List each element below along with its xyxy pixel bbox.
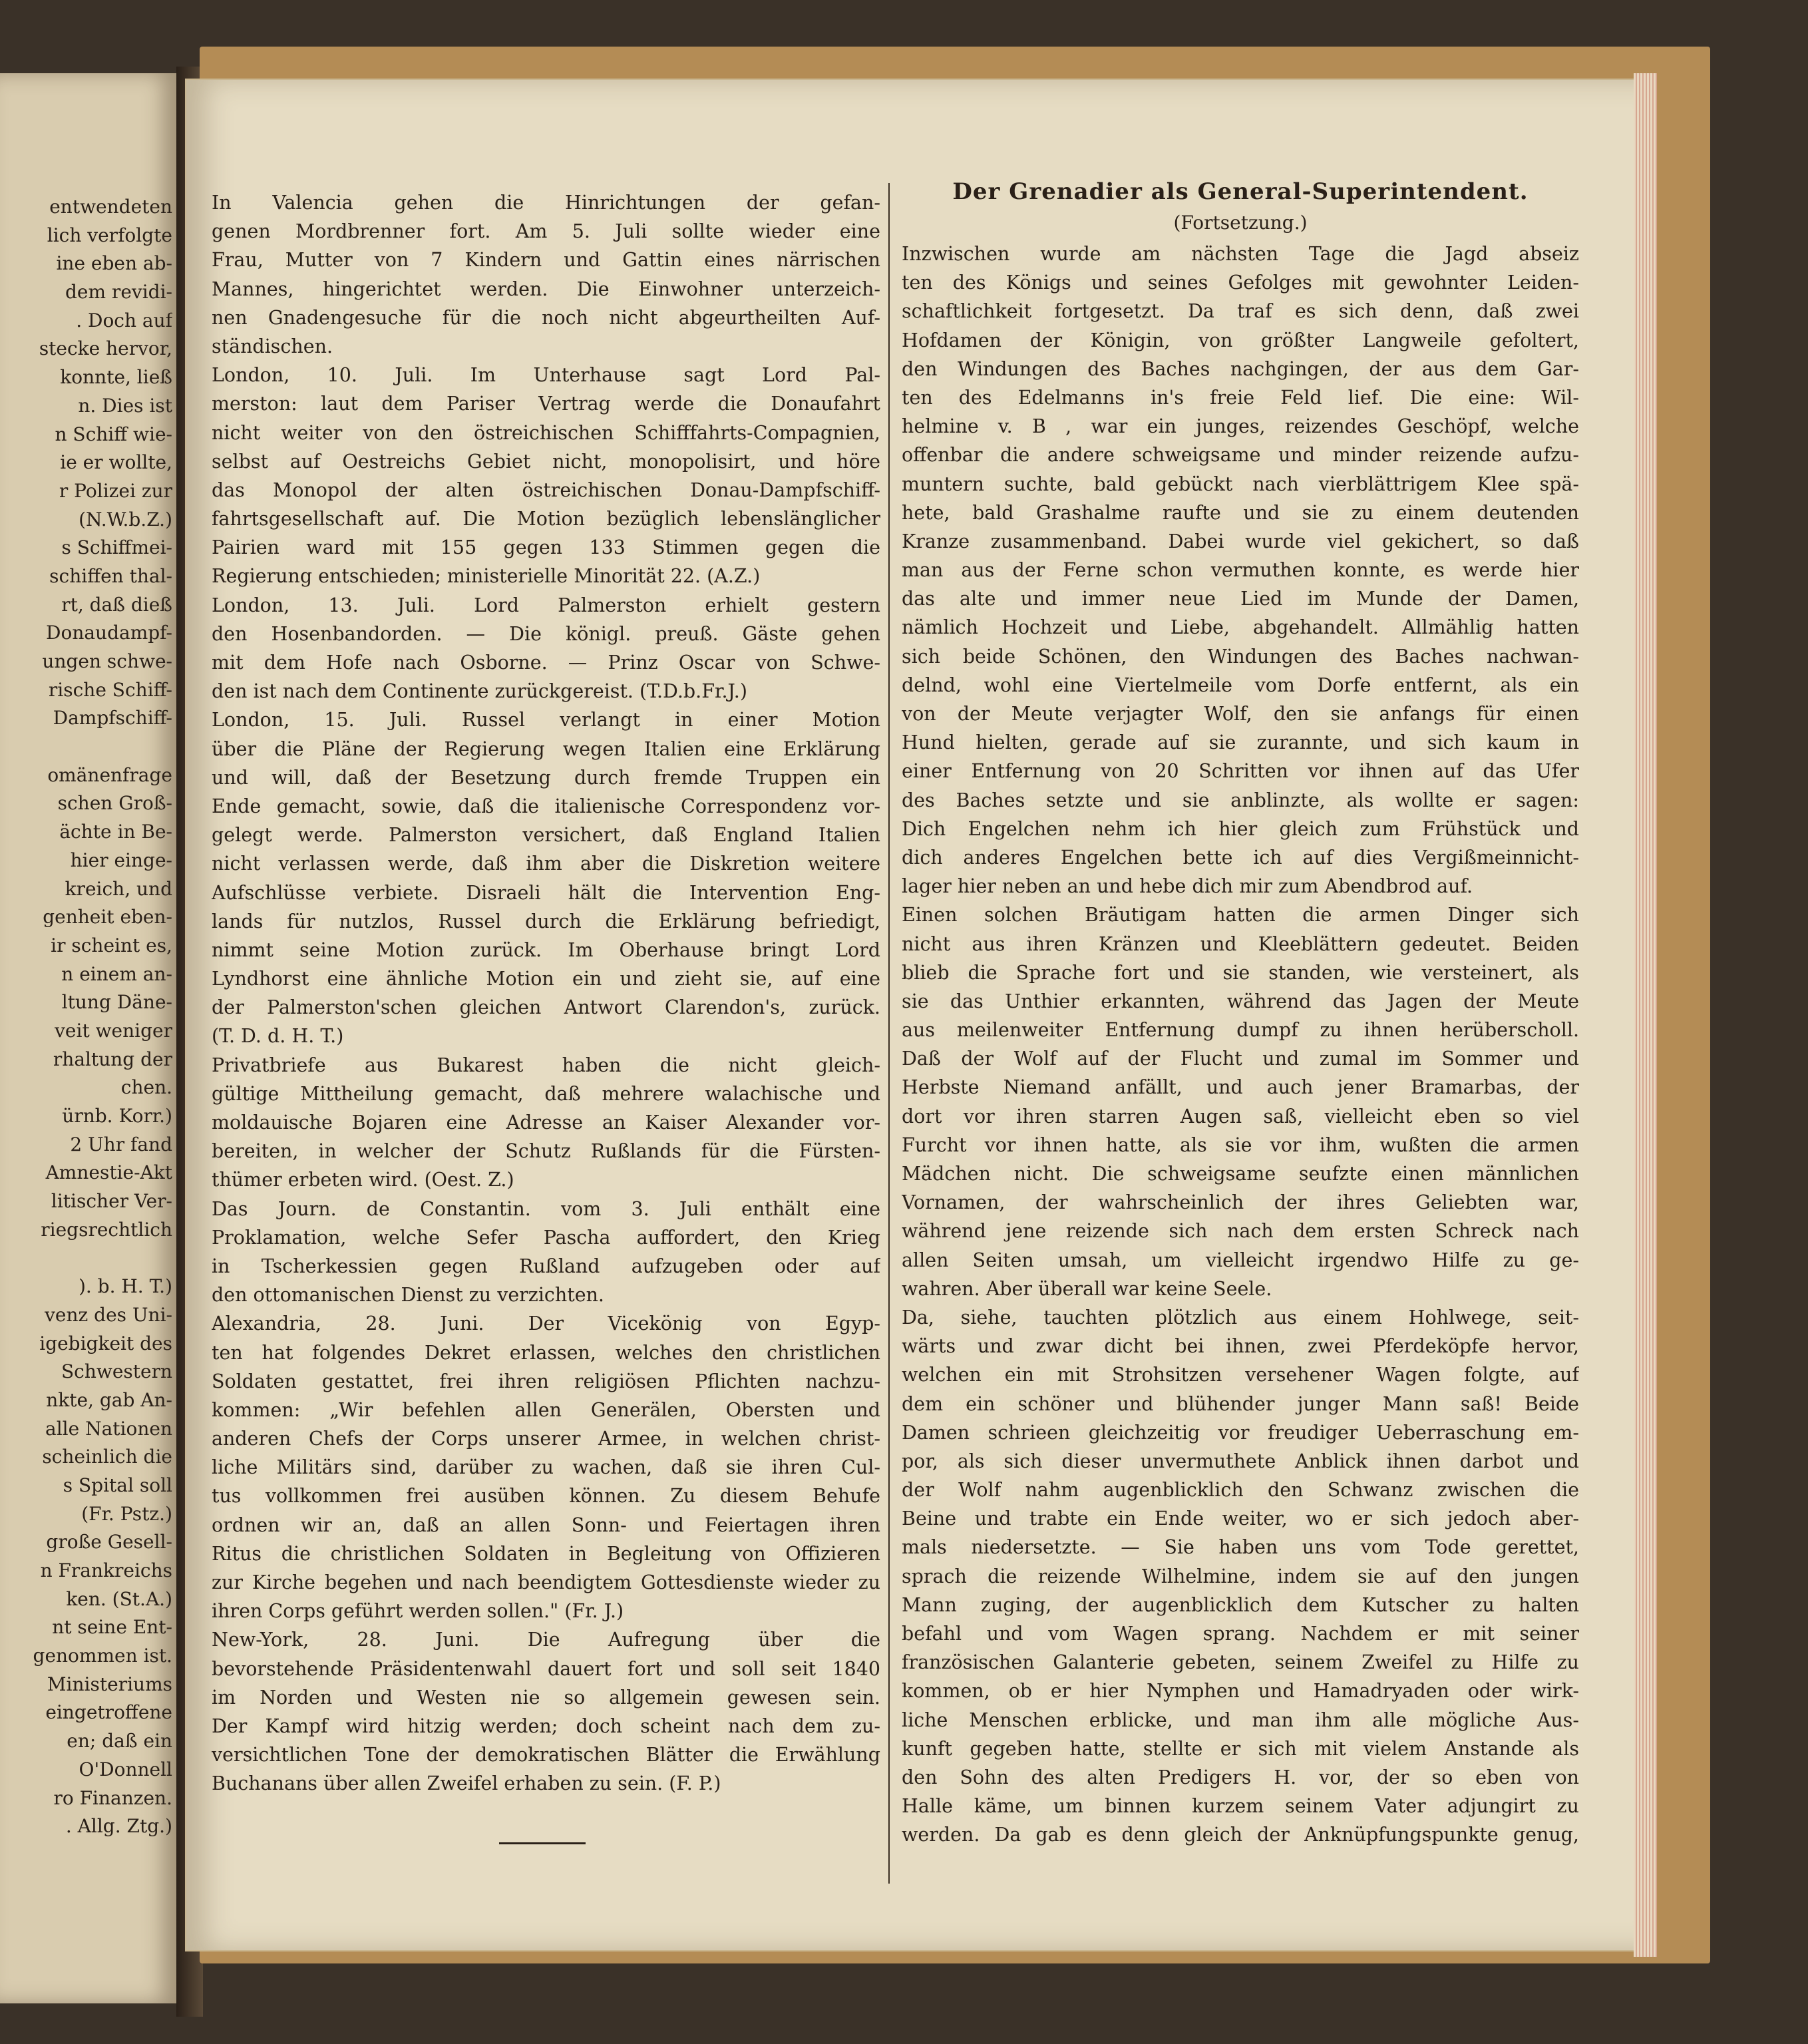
text-line: schaftlichkeit fortgesetzt. Da traf es sich denn, daß zwei [902, 300, 1579, 323]
text-line: nicht verlassen werde, daß ihm aber die Diskretion weitere [212, 853, 880, 875]
text-line: während jene reizende sich nach dem ersten Schreck nach [902, 1220, 1579, 1243]
text-line: gültige Mittheilung gemacht, daß mehrere walachische und [212, 1082, 880, 1105]
text-line: französischen Galanterie gebeten, seinem Zweifel zu Hilfe zu [902, 1651, 1579, 1674]
text-line: Furcht vor ihnen hatte, als sie vor ihm, wußten die armen [902, 1133, 1579, 1156]
text-line: versichtlichen Tone der demokratischen Blätter die Erwählung [212, 1744, 880, 1766]
text-line: Amnestie-Akt [45, 1161, 172, 1184]
text-line: genommen ist. [33, 1645, 172, 1667]
text-line: Donaudampf- [46, 622, 172, 644]
text-line: ro Finanzen. [53, 1786, 172, 1809]
text-line: sprach die reizende Wilhelmine, indem sie auf den jungen [902, 1565, 1579, 1587]
text-line: ten des Königs und seines Gefolges mit gewohnter Leiden- [902, 272, 1579, 294]
text-line: Kranze zusammenband. Dabei wurde viel gekichert, so daß [902, 530, 1579, 552]
text-line: über die Pläne der Regierung wegen Italien eine Erklärung [212, 737, 880, 760]
text-line: ltung Däne- [61, 991, 172, 1014]
text-line: London, 15. Juli. Russel verlangt in einer Motion [212, 709, 880, 731]
text-line: Mann zuging, der augenblicklich dem Kutscher zu halten [902, 1593, 1579, 1616]
text-line: mit dem Hofe nach Osborne. — Prinz Oscar von Schwe- [212, 652, 880, 674]
text-line: im Norden und Westen nie so allgemein gewesen sein. [212, 1686, 880, 1709]
text-line: igebigkeit des [39, 1332, 172, 1354]
text-line: nämlich Hochzeit und Liebe, abgehandelt. Allmählig hatten [902, 616, 1579, 639]
text-line: befahl und vom Wagen sprang. Nachdem er mit seiner [902, 1623, 1579, 1645]
text-line: ständischen. [212, 335, 333, 357]
text-line: man aus der Ferne schon vermuthen konnte, es werde hier [902, 559, 1579, 582]
facing-page-left [0, 73, 176, 2003]
text-line: Das Journ. de Constantin. vom 3. Juli enthält eine [212, 1197, 880, 1220]
text-line: thümer erbeten wird. (Oest. Z.) [212, 1169, 514, 1191]
text-line: Einen solchen Bräutigam hatten die armen Dinger sich [902, 904, 1579, 926]
text-line: Ende gemacht, sowie, daß die italienische Correspondenz vor- [212, 795, 880, 817]
text-line: nen Gnadengesuche für die noch nicht abgeurtheilten Auf- [212, 306, 880, 329]
text-line: schiffen thal- [49, 564, 172, 587]
text-line: Alexandria, 28. Juni. Der Vicekönig von Egyp- [212, 1313, 880, 1335]
text-line: den Sohn des alten Predigers H. vor, der so eben von [902, 1766, 1579, 1788]
text-line: Ministeriums [47, 1673, 172, 1695]
text-line: hier einge- [70, 849, 172, 871]
page-edges [1634, 73, 1657, 1957]
text-line: Herbste Niemand anfällt, und auch jener Bramarbas, der [902, 1076, 1579, 1099]
text-line: sie das Unthier erkannten, während das Jagen der Meute [902, 990, 1579, 1012]
text-line: und will, daß der Besetzung durch fremde Truppen ein [212, 766, 880, 789]
text-line: O'Donnell [79, 1758, 172, 1780]
text-line: Vornamen, der wahrscheinlich der ihres Geliebten war, [902, 1191, 1579, 1214]
text-line: stecke hervor, [39, 337, 172, 360]
text-line: genheit eben- [43, 906, 172, 928]
text-line: tus vollkommen frei ausüben können. Zu diesem Behufe [212, 1485, 880, 1508]
text-line: offenbar die andere schweigsame und minder reizende aufzu- [902, 444, 1579, 467]
text-line: kommen: „Wir befehlen allen Generälen, Obersten und [212, 1398, 880, 1421]
text-line: n Frankreichs [40, 1559, 172, 1581]
text-line: n. Dies ist [78, 394, 172, 417]
text-line: muntern suchte, bald gebückt nach vierblättrigem Klee spä- [902, 473, 1579, 495]
text-line: der Palmerston'schen gleichen Antwort Clarendon's, zurück. [212, 996, 880, 1019]
text-line: scheinlich die [42, 1446, 172, 1468]
article-title: Der Grenadier als General-Superintendent. [952, 178, 1529, 205]
text-line: . Allg. Ztg.) [65, 1815, 172, 1838]
text-line [3, 1244, 172, 1273]
text-line: Beine und trabte ein Ende weiter, wo er sich jedoch aber- [902, 1508, 1579, 1530]
text-line: anderen Chefs der Corps unserer Armee, in welchen christ- [212, 1428, 880, 1450]
text-line: nt seine Ent- [52, 1616, 172, 1639]
text-line: der Wolf nahm augenblicklich den Schwanz zwischen die [902, 1479, 1579, 1502]
text-line: (Fr. Pstz.) [81, 1502, 172, 1525]
text-line: Proklamation, welche Sefer Pascha auffordert, den Krieg [212, 1226, 880, 1249]
text-line: wahren. Aber überall war keine Seele. [902, 1277, 1272, 1300]
text-line: entwendeten [49, 196, 172, 218]
text-line: omänenfrage [47, 763, 172, 786]
news-column [212, 188, 880, 1798]
text-line: kreich, und [65, 877, 172, 900]
text-line: Pairien ward mit 155 gegen 133 Stimmen gegen die [212, 536, 880, 559]
text-line: Da, siehe, tauchten plötzlich aus einem Hohlwege, seit- [902, 1306, 1579, 1329]
text-line: das alte und immer neue Lied im Munde der Damen, [902, 588, 1579, 610]
text-line: selbst auf Oestreichs Gebiet nicht, monopolisirt, und höre [212, 450, 880, 473]
text-line: r Polizei zur [59, 479, 172, 502]
text-line: London, 13. Juli. Lord Palmerston erhielt gestern [212, 594, 880, 616]
text-line: kunft gegeben hatte, stellte er sich mit vielem Anstande als [902, 1737, 1579, 1760]
column-divider [888, 183, 890, 1884]
text-line: New-York, 28. Juni. Die Aufregung über die [212, 1629, 880, 1651]
text-line: ihren Corps geführt werden sollen." (Fr. J.) [212, 1600, 624, 1623]
text-line: dort vor ihren starren Augen saß, vielleicht eben so viel [902, 1105, 1579, 1127]
text-line: gelegt werde. Palmerston versichert, daß England Italien [212, 824, 880, 847]
text-line: s Spital soll [63, 1474, 172, 1496]
text-line: Dampfschiff- [53, 707, 172, 729]
text-line: veit weniger [55, 1019, 172, 1042]
text-line: Lyndhorst eine ähnliche Motion ein und zieht sie, auf eine [212, 968, 880, 990]
text-line: rhaltung der [53, 1048, 172, 1070]
text-line [3, 733, 172, 761]
text-line: von der Meute verjagter Wolf, den sie anfangs für einen [902, 703, 1579, 725]
text-line: genen Mordbrenner fort. Am 5. Juli sollte wieder eine [212, 220, 880, 243]
text-line: kommen, ob er hier Nymphen und Hamadryaden oder wirk- [902, 1680, 1579, 1703]
text-line: fahrtsgesellschaft auf. Die Motion bezüglich lebenslänglicher [212, 508, 880, 530]
text-line: dem revidi- [65, 281, 172, 304]
text-line: ken. (St.A.) [66, 1587, 172, 1610]
text-line: mals niedersetzte. — Sie haben uns vom Tode gerettet, [902, 1536, 1579, 1559]
text-line: welchen ein mit Strohsitzen versehener Wagen folgte, auf [902, 1364, 1579, 1386]
text-line: Hofdamen der Königin, von größter Langweile gefoltert, [902, 329, 1579, 351]
text-line: nicht weiter von den östreichischen Schifffahrts-Compagnien, [212, 421, 880, 444]
text-line: delnd, wohl eine Viertelmeile vom Dorfe entfernt, als ein [902, 674, 1579, 696]
text-line: Halle käme, um binnen kurzem seinem Vater adjungirt zu [902, 1795, 1579, 1818]
text-line: Privatbriefe aus Bukarest haben die nicht gleich- [212, 1054, 880, 1076]
text-line: riegsrechtlich [41, 1218, 172, 1241]
text-line: ine eben ab- [56, 252, 172, 275]
text-line: zur Kirche begehen und nach beendigtem Gottesdienste wieder zu [212, 1571, 880, 1593]
section-end-rule [499, 1842, 586, 1844]
text-line: por, als sich dieser unvermuthete Anblick ihnen darbot und [902, 1450, 1579, 1472]
text-line: hete, bald Grashalme raufte und sie zu einem deutenden [902, 501, 1579, 524]
text-line: 2 Uhr fand [70, 1133, 172, 1155]
text-line: nkte, gab An- [46, 1388, 172, 1411]
text-line: bevorstehende Präsidentenwahl dauert fort und soll seit 1840 [212, 1657, 880, 1680]
text-line: nicht aus ihren Kränzen und Kleeblättern gedeutet. Beiden [902, 932, 1579, 955]
text-line: ürnb. Korr.) [62, 1105, 172, 1127]
article-column [902, 240, 1579, 1850]
text-line: schen Groß- [57, 792, 172, 815]
text-line: ächte in Be- [59, 821, 172, 843]
text-line: lands für nutzlos, Russel durch die Erklärung befriedigt, [212, 910, 880, 932]
text-line: n einem an- [61, 962, 172, 985]
text-line: Regierung entschieden; ministerielle Minorität 22. (A.Z.) [212, 565, 761, 588]
text-line: Daß der Wolf auf der Flucht und zumal im Sommer und [902, 1048, 1579, 1070]
text-line: Damen schrieen gleichzeitig vor freudiger Ueberraschung em- [902, 1421, 1579, 1444]
text-line: einer Entfernung von 20 Schritten vor ihnen auf das Ufer [902, 760, 1579, 783]
text-line: In Valencia gehen die Hinrichtungen der gefan- [212, 192, 880, 214]
facing-page-text [3, 193, 172, 1841]
text-line: dem ein schöner und blühender junger Mann saß! Beide [902, 1392, 1579, 1415]
text-line: liche Menschen erblicke, und man ihm alle mögliche Aus- [902, 1709, 1579, 1731]
text-line: eingetroffene [45, 1701, 172, 1724]
text-line: Hund hielten, gerade auf sie zurannte, und sich kaum in [902, 731, 1579, 754]
text-line: in Tscherkessien gegen Rußland aufzugeben oder auf [212, 1255, 880, 1277]
text-line: den Windungen des Baches nachgingen, der aus dem Gar- [902, 357, 1579, 380]
text-line: konnte, ließ [60, 366, 172, 389]
text-line: litischer Ver- [51, 1190, 172, 1213]
text-line: ordnen wir an, daß an allen Sonn- und Feiertagen ihren [212, 1514, 880, 1536]
text-line: liche Militärs sind, darüber zu wachen, daß sie ihren Cul- [212, 1456, 880, 1479]
text-line: den ist nach dem Continente zurückgereist. (T.D.b.Fr.J.) [212, 680, 747, 703]
text-line: den Hosenbandorden. — Die königl. preuß. Gäste gehen [212, 622, 880, 645]
text-line: werden. Da gab es denn gleich der Anknüpfungspunkte genug, [902, 1824, 1579, 1846]
text-line: allen Seiten umsah, um vielleicht irgendwo Hilfe zu ge- [902, 1249, 1579, 1271]
text-line: . Doch auf [76, 309, 172, 331]
text-line: venz des Uni- [45, 1303, 172, 1326]
text-line: ir scheint es, [51, 934, 172, 956]
text-line: Ritus die christlichen Soldaten in Begleitung von Offizieren [212, 1542, 880, 1565]
text-line: rt, daß dieß [61, 593, 172, 616]
text-line: chen. [120, 1076, 172, 1099]
text-line: (N.W.b.Z.) [79, 508, 172, 530]
article-subtitle: (Fortsetzung.) [1173, 212, 1308, 234]
text-line: moldauische Bojaren eine Adresse an Kaiser Alexander vor- [212, 1112, 880, 1133]
text-line: en; daß ein [67, 1730, 172, 1752]
text-line: große Gesell- [46, 1531, 172, 1553]
text-line: Inzwischen wurde am nächsten Tage die Jagd abseiz [902, 243, 1579, 265]
text-line: rische Schiff- [48, 678, 172, 701]
text-line: blieb die Sprache fort und sie standen, wie versteinert, als [902, 961, 1579, 984]
text-line: des Baches setzte und sie anblinzte, als wollte er sagen: [902, 789, 1579, 811]
text-line: aus meilenweiter Entfernung dumpf zu ihnen herüberscholl. [902, 1019, 1579, 1042]
text-line: (T. D. d. H. T.) [212, 1025, 344, 1048]
text-line: lager hier neben an und hebe dich mir zum Abendbrod auf. [902, 875, 1473, 898]
text-line: alle Nationen [45, 1417, 172, 1440]
text-line: Frau, Mutter von 7 Kindern und Gattin eines närrischen [212, 249, 880, 272]
text-line: den ottomanischen Dienst zu verzichten. [212, 1284, 604, 1307]
text-line: lich verfolgte [47, 224, 172, 246]
text-line: dich anderes Engelchen bette ich auf dies Vergißmeinnicht- [902, 846, 1579, 869]
text-line: ten hat folgendes Dekret erlassen, welches den christlichen [212, 1341, 880, 1364]
text-line: ungen schwe- [42, 650, 172, 672]
text-line: Dich Engelchen nehm ich hier gleich zum Frühstück und [902, 817, 1579, 840]
text-line: merston: laut dem Pariser Vertrag werde die Donaufahrt [212, 393, 880, 415]
text-line: s Schiffmei- [61, 536, 172, 559]
text-line: ie er wollte, [60, 451, 172, 474]
text-line: Schwestern [61, 1360, 172, 1383]
text-line: ). b. H. T.) [78, 1275, 172, 1298]
text-line: ten des Edelmanns in's freie Feld lief. Die eine: Wil- [902, 386, 1579, 409]
text-line: sich beide Schönen, den Windungen des Baches nachwan- [902, 645, 1579, 668]
text-line: nimmt seine Motion zurück. Im Oberhause bringt Lord [212, 938, 880, 961]
text-line: Aufschlüsse verbiete. Disraeli hält die Intervention Eng- [212, 881, 880, 904]
text-line: Mädchen nicht. Die schweigsame seufzte einen männlichen [902, 1163, 1579, 1185]
text-line: bereiten, in welcher der Schutz Rußlands für die Fürsten- [212, 1140, 880, 1163]
text-line: wärts und zwar dicht bei ihnen, zwei Pferdeköpfe hervor, [902, 1335, 1579, 1358]
text-line: Mannes, hingerichtet werden. Die Einwohner unterzeich- [212, 278, 880, 300]
text-line: das Monopol der alten östreichischen Donau-Dampfschiff- [212, 479, 880, 501]
text-line: Buchanans über allen Zweifel erhaben zu sein. (F. P.) [212, 1772, 721, 1795]
text-line: n Schiff wie- [55, 423, 172, 445]
text-line: helmine v. B , war ein junges, reizendes Geschöpf, welche [902, 415, 1579, 438]
text-line: Soldaten gestattet, frei ihren religiösen Pflichten nachzu- [212, 1370, 880, 1392]
text-line: Der Kampf wird hitzig werden; doch scheint nach dem zu- [212, 1715, 880, 1737]
text-line: London, 10. Juli. Im Unterhause sagt Lord Pal- [212, 364, 880, 387]
